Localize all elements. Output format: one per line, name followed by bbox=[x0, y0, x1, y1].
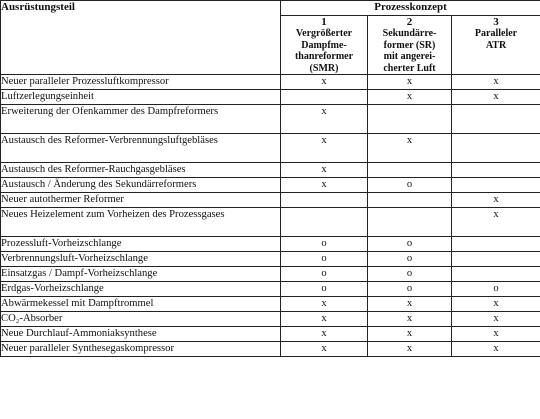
equipment-name: Einsatzgas / Dampf-Vorheizschlange bbox=[1, 267, 281, 282]
table-row bbox=[1, 163, 540, 178]
concept-1-line: Dampfme- bbox=[301, 39, 347, 51]
concept-3-mark: x bbox=[452, 297, 540, 312]
concept-1-mark: x bbox=[281, 312, 368, 327]
concept-1-mark bbox=[281, 90, 368, 105]
concept-3-mark bbox=[452, 267, 540, 282]
concept-1-number: 1 bbox=[321, 16, 327, 28]
concept-2-mark: x bbox=[368, 90, 452, 105]
concept-3-mark bbox=[452, 237, 540, 252]
concept-1-mark: x bbox=[281, 297, 368, 312]
equipment-name: Neues Heizelement zum Vorheizen des Prozessgases bbox=[1, 208, 281, 237]
equipment-name: Austausch des Reformer-Rauchgasgebläses bbox=[1, 163, 281, 178]
concept-1-mark bbox=[281, 208, 368, 237]
concept-1-mark: x bbox=[281, 105, 368, 134]
concept-1-mark: o bbox=[281, 267, 368, 282]
concept-2-mark: o bbox=[368, 282, 452, 297]
concept-1-line: (SMR) bbox=[309, 62, 339, 74]
equipment-name: Abwärmekessel mit Dampftrommel bbox=[1, 297, 281, 312]
table-row bbox=[1, 105, 540, 134]
table-row bbox=[1, 297, 540, 312]
table-row bbox=[1, 75, 540, 90]
table-row bbox=[1, 342, 540, 357]
equipment-name: Austausch des Reformer-Verbrennungsluftgebläses bbox=[1, 134, 281, 163]
concept-3-mark bbox=[452, 134, 540, 163]
table-row bbox=[1, 193, 540, 208]
concept-2-mark: o bbox=[368, 178, 452, 193]
concept-2-line: cherter Luft bbox=[383, 62, 436, 74]
concept-3-mark: x bbox=[452, 90, 540, 105]
table-row bbox=[1, 178, 540, 193]
concept-3-line: Paralleler bbox=[474, 28, 518, 39]
concept-3-mark: x bbox=[452, 342, 540, 357]
concept-2-line: Sekundärre- bbox=[382, 28, 437, 39]
concept-3-mark bbox=[452, 178, 540, 193]
concept-1-mark: x bbox=[281, 327, 368, 342]
concept-3-number: 3 bbox=[493, 16, 499, 28]
concept-1-mark: o bbox=[281, 237, 368, 252]
concept-3-mark: x bbox=[452, 312, 540, 327]
equipment-name: Neuer autothermer Reformer bbox=[1, 193, 281, 208]
concept-2-mark bbox=[368, 105, 452, 134]
concept-1-header bbox=[281, 16, 368, 75]
concept-2-mark: x bbox=[368, 342, 452, 357]
equipment-name: CO₂-Absorber bbox=[1, 312, 281, 327]
concept-3-mark bbox=[452, 163, 540, 178]
concept-2-mark bbox=[368, 163, 452, 178]
table-row bbox=[1, 282, 540, 297]
concept-2-mark: o bbox=[368, 267, 452, 282]
concept-1-mark: o bbox=[281, 282, 368, 297]
header-equipment: Ausrüstungsteil bbox=[1, 1, 281, 75]
equipment-name: Neuer paralleler Synthesegaskompressor bbox=[1, 342, 281, 357]
concept-2-line: former (SR) bbox=[383, 39, 436, 51]
concept-1-mark: x bbox=[281, 75, 368, 90]
concept-1-mark bbox=[281, 193, 368, 208]
equipment-name: Erdgas-Vorheizschlange bbox=[1, 282, 281, 297]
table-row bbox=[1, 252, 540, 267]
concept-3-mark: x bbox=[452, 327, 540, 342]
concept-1-line: Vergrößerter bbox=[295, 28, 353, 39]
concept-3-mark: x bbox=[452, 193, 540, 208]
concept-2-mark bbox=[368, 193, 452, 208]
concept-3-line: ATR bbox=[485, 39, 507, 51]
concept-3-header bbox=[452, 16, 540, 75]
concept-1-mark: x bbox=[281, 342, 368, 357]
concept-2-line: mit angerei- bbox=[383, 51, 436, 63]
concept-3-mark bbox=[452, 105, 540, 134]
concept-2-mark: o bbox=[368, 252, 452, 267]
concept-1-mark: o bbox=[281, 252, 368, 267]
concept-1-line: thanreformer bbox=[294, 51, 354, 63]
table-row bbox=[1, 237, 540, 252]
equipment-name: Austausch / Änderung des Sekundärreformers bbox=[1, 178, 281, 193]
concept-2-mark bbox=[368, 208, 452, 237]
table-row bbox=[1, 134, 540, 163]
concept-1-mark: x bbox=[281, 134, 368, 163]
equipment-name: Erweiterung der Ofenkammer des Dampfreformers bbox=[1, 105, 281, 134]
concept-3-mark bbox=[452, 252, 540, 267]
equipment-name: Prozessluft-Vorheizschlange bbox=[1, 237, 281, 252]
equipment-name: Verbrennungsluft-Vorheizschlange bbox=[1, 252, 281, 267]
equipment-name: Luftzerlegungseinheit bbox=[1, 90, 281, 105]
equipment-name: Neue Durchlauf-Ammoniaksynthese bbox=[1, 327, 281, 342]
table-row bbox=[1, 267, 540, 282]
equipment-name: Neuer paralleler Prozessluftkompressor bbox=[1, 75, 281, 90]
concept-3-mark: o bbox=[452, 282, 540, 297]
concept-3-mark: x bbox=[452, 208, 540, 237]
table-row bbox=[1, 312, 540, 327]
table-row bbox=[1, 327, 540, 342]
table-row bbox=[1, 208, 540, 237]
concept-2-mark: x bbox=[368, 312, 452, 327]
concept-1-mark: x bbox=[281, 178, 368, 193]
concept-2-mark: x bbox=[368, 75, 452, 90]
concept-3-mark: x bbox=[452, 75, 540, 90]
header-process-concept: Prozesskonzept bbox=[281, 1, 540, 16]
concept-1-mark: x bbox=[281, 163, 368, 178]
table-row bbox=[1, 90, 540, 105]
concept-2-mark: x bbox=[368, 134, 452, 163]
concept-2-mark: o bbox=[368, 237, 452, 252]
concept-2-mark: x bbox=[368, 327, 452, 342]
concept-2-mark: x bbox=[368, 297, 452, 312]
concept-2-header bbox=[368, 16, 452, 75]
concept-2-number: 2 bbox=[406, 16, 413, 28]
